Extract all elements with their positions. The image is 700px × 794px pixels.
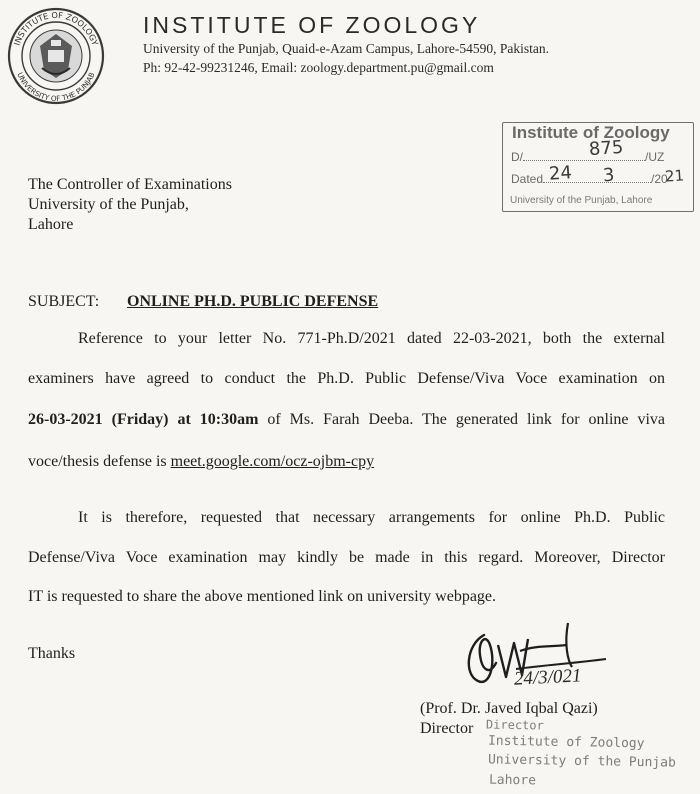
meet-link[interactable]: meet.google.com/ocz-ojbm-cpy [170, 453, 375, 470]
letterhead-title: INSTITUTE OF ZOOLOGY [143, 12, 481, 38]
office-stamp-line-2: Institute of Zoology [487, 733, 645, 752]
body-paragraph-1-line-4 [28, 453, 374, 471]
office-stamp-line-4: Lahore [488, 772, 537, 789]
handwritten-date-year: 21 [664, 166, 685, 186]
addressee-line-3: Lahore [28, 216, 74, 233]
receipt-stamp-footer: University of the Punjab, Lahore [510, 195, 653, 206]
letterhead-address: University of the Punjab, Quaid-e-Azam Campus, Lahore-54590, Pakistan. [143, 41, 550, 56]
handwritten-signature [456, 615, 626, 705]
office-stamp-line-3: University of the Punjab [487, 752, 676, 771]
receipt-dispatch-row [511, 150, 664, 164]
letterhead-contact: Ph: 92-42-99231246, Email: zoology.department.pu@gmail.com [143, 60, 494, 75]
defense-datetime: 26-03-2021 (Friday) at 10:30am [28, 411, 259, 428]
body-paragraph-2-line-3: IT is requested to share the above mentioned link on university webpage. [28, 588, 497, 605]
body-paragraph-1-line-3-rest: of Ms. Farah Deeba. The generated link for online viva [258, 411, 666, 428]
signer-name: (Prof. Dr. Javed Iqbal Qazi) [420, 700, 598, 717]
body-paragraph-2-line-2: Defense/Viva Voce examination may kindly be made in this regard. Moreover, Director [28, 549, 665, 566]
receipt-stamp [502, 122, 694, 212]
office-stamp-line-1: Director [485, 717, 544, 733]
dispatch-prefix: D/ [511, 150, 523, 164]
receipt-stamp-title: Institute of Zoology [512, 123, 670, 142]
handwritten-date-month: 3 [602, 164, 616, 187]
svg-text:UNIVERSITY OF THE PUNJAB: UNIVERSITY OF THE PUNJAB [15, 70, 97, 104]
receipt-date-row [511, 172, 668, 186]
handwritten-date-day: 24 [548, 162, 573, 185]
subject-label: SUBJECT: [28, 293, 100, 310]
handwritten-dispatch-number: 875 [588, 136, 625, 161]
university-seal-logo [6, 6, 106, 106]
date-year-prefix: /20 [651, 172, 668, 186]
signature-date: 24/3/021 [513, 665, 583, 690]
body-paragraph-1-line-1: Reference to your letter No. 771-Ph.D/2021 dated 22-03-2021, both the external [78, 330, 665, 347]
signer-title: Director [420, 720, 474, 737]
body-paragraph-1-line-2: examiners have agreed to conduct the Ph.D. Public Defense/Viva Voce examination on [28, 370, 665, 387]
addressee-line-1: The Controller of Examinations [28, 176, 232, 193]
svg-text:INSTITUTE OF ZOOLOGY: INSTITUTE OF ZOOLOGY [11, 9, 101, 47]
dated-label: Dated [511, 172, 544, 186]
dispatch-suffix: /UZ [645, 150, 665, 164]
link-intro-text: voce/thesis defense is [28, 453, 171, 470]
body-paragraph-2-line-1: It is therefore, requested that necessary arrangements for online Ph.D. Public [78, 509, 665, 526]
closing-thanks: Thanks [28, 645, 76, 662]
addressee-line-2: University of the Punjab, [28, 196, 189, 213]
body-paragraph-1-line-3 [28, 411, 665, 429]
subject-text: ONLINE PH.D. PUBLIC DEFENSE [127, 293, 379, 310]
